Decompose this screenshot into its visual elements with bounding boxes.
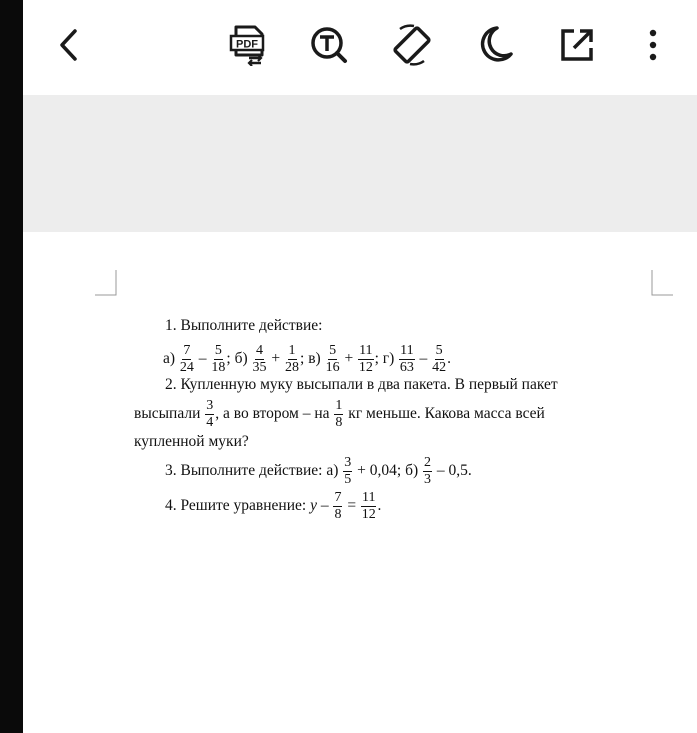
left-dark-edge (0, 0, 23, 733)
more-menu-button[interactable] (630, 22, 676, 68)
back-button[interactable] (47, 22, 93, 68)
task-3: 3. Выполните действие: а) $\frac{3}{5}$ + 0,04; б) $\frac{2}{3}$ – 0,5. (165, 455, 472, 487)
fraction: $\frac{7}{8}$ (334, 490, 342, 522)
more-vertical-icon (647, 27, 659, 63)
fraction: $\frac{4}{35}$ (252, 343, 267, 375)
fraction: $\frac{1}{8}$ (335, 398, 343, 430)
task-2-line-3: купленной муки? (134, 433, 249, 450)
task-2-line-2: высыпали $\frac{3}{4}$ , а во втором – на $\frac{1}{8}$ кг меньше. Какова масса всей (134, 398, 545, 430)
pdf-convert-icon (228, 24, 268, 66)
text-search-button[interactable] (306, 22, 352, 68)
share-button[interactable] (554, 22, 600, 68)
document-page[interactable] (23, 232, 697, 733)
fraction: $\frac{5}{42}$ (432, 343, 447, 375)
night-mode-moon-icon (475, 24, 515, 66)
page-margin-corner-right (651, 270, 673, 296)
task-2-line-1: 2. Купленную муку высыпали в два пакета. В первый пакет (165, 376, 558, 393)
fraction: $\frac{2}{3}$ (424, 455, 431, 487)
task-1-expressions: а) $\frac{7}{24}$ – $\frac{5}{18}$ ; б) $\frac{4}{35}$ + $\frac{1}{28}$ ; в) $\frac{5}{16}$ + $\frac{11}{12}$ ; г) $\frac{11}{63}$ – $\frac{5}{42}$ . (163, 343, 451, 375)
fraction: $\frac{1}{28}$ (285, 343, 300, 375)
back-chevron-icon (55, 27, 85, 63)
fraction: $\frac{11}{12}$ (361, 490, 376, 522)
fraction: $\frac{11}{12}$ (358, 343, 373, 375)
rotate-screen-icon (390, 23, 434, 67)
share-external-icon (558, 26, 596, 64)
fraction: $\frac{5}{18}$ (211, 343, 226, 375)
page-margin-corner-left (95, 270, 117, 296)
night-mode-button[interactable] (472, 22, 518, 68)
fraction: $\frac{3}{4}$ (206, 398, 214, 430)
fraction: $\frac{5}{16}$ (325, 343, 340, 375)
fraction: $\frac{11}{63}$ (399, 343, 414, 375)
rotate-screen-button[interactable] (389, 22, 435, 68)
page-gap-band (23, 95, 697, 232)
fraction: $\frac{3}{5}$ (344, 455, 352, 487)
text-search-icon (308, 24, 350, 66)
task-1-title: 1. Выполните действие: (165, 317, 323, 334)
task-4: 4. Решите уравнение: y – $\frac{7}{8}$ = $\frac{11}{12}$ . (165, 490, 382, 522)
fraction: $\frac{7}{24}$ (179, 343, 194, 375)
svg-text:PDF: PDF (236, 38, 258, 51)
pdf-convert-button[interactable] (225, 22, 271, 68)
top-toolbar (23, 0, 697, 95)
